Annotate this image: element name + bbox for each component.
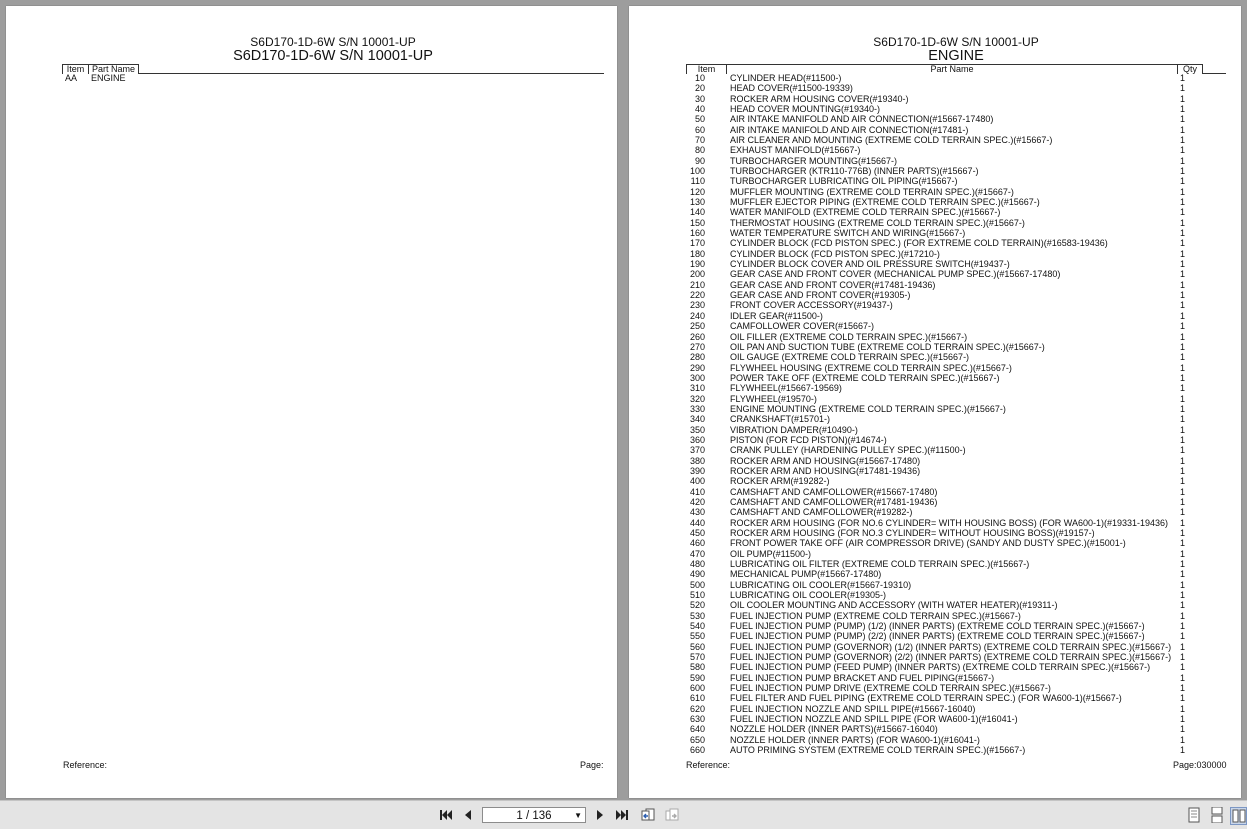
table-row <box>629 300 1241 310</box>
table-row <box>6 73 617 83</box>
quantity: 1 <box>1180 186 1186 197</box>
part-name: CAMSHAFT AND CAMFOLLOWER(#19282-) <box>730 507 913 518</box>
table-row <box>629 445 1241 455</box>
table-row <box>629 166 1241 176</box>
table-row <box>629 580 1241 590</box>
quantity: 1 <box>1180 569 1186 580</box>
table-row <box>629 104 1241 114</box>
table-row <box>629 662 1241 672</box>
quantity: 1 <box>1180 352 1186 363</box>
quantity: 1 <box>1180 155 1186 166</box>
quantity: 1 <box>1180 83 1186 94</box>
quantity: 1 <box>1180 135 1186 146</box>
table-row <box>629 259 1241 269</box>
part-name: TURBOCHARGER LUBRICATING OIL PIPING(#15667-) <box>730 176 958 187</box>
reference-label: Reference: <box>63 760 108 770</box>
page-title-model: S6D170-1D-6W S/N 10001-UP <box>250 35 416 49</box>
part-name: HEAD COVER MOUNTING(#19340-) <box>730 104 881 115</box>
quantity: 1 <box>1180 321 1186 332</box>
table-row <box>629 569 1241 579</box>
quantity: 1 <box>1180 290 1186 301</box>
part-name: ROCKER ARM(#19282-) <box>730 476 830 487</box>
item-number: 310 <box>689 383 705 394</box>
quantity: 1 <box>1180 124 1186 135</box>
part-name: ROCKER ARM HOUSING COVER(#19340-) <box>730 93 909 104</box>
item-number: 190 <box>689 259 705 270</box>
page-forward-icon[interactable] <box>664 807 680 823</box>
item-number: 360 <box>689 434 705 445</box>
part-name: FUEL INJECTION PUMP (GOVERNOR) (1/2) (INNER PARTS) (EXTREME COLD TERRAIN SPEC.)(#15667-) <box>730 641 1172 652</box>
item-number: 460 <box>689 538 705 549</box>
table-row <box>629 724 1241 734</box>
item-number: 320 <box>689 393 705 404</box>
item-number: 280 <box>689 352 705 363</box>
table-row <box>629 321 1241 331</box>
quantity: 1 <box>1180 197 1186 208</box>
table-row <box>629 290 1241 300</box>
quantity: 1 <box>1180 434 1186 445</box>
table-row <box>629 311 1241 321</box>
quantity: 1 <box>1180 259 1186 270</box>
quantity: 1 <box>1180 621 1186 632</box>
part-name: FUEL INJECTION PUMP BRACKET AND FUEL PIPING(#15667-) <box>730 672 995 683</box>
part-name: OIL PUMP(#11500-) <box>730 548 812 559</box>
part-name: CYLINDER HEAD(#11500-) <box>730 73 842 83</box>
pdf-page-left <box>6 6 617 798</box>
table-row <box>629 714 1241 724</box>
quantity: 1 <box>1180 310 1186 321</box>
table-row <box>629 187 1241 197</box>
table-row <box>629 642 1241 652</box>
item-number: 130 <box>689 197 705 208</box>
item-number: 580 <box>689 662 705 673</box>
quantity: 1 <box>1180 93 1186 104</box>
part-name: CAMSHAFT AND CAMFOLLOWER(#17481-19436) <box>730 496 938 507</box>
quantity: 1 <box>1180 641 1186 652</box>
quantity: 1 <box>1180 331 1186 342</box>
table-row <box>629 218 1241 228</box>
item-number: 410 <box>689 486 705 497</box>
quantity: 1 <box>1180 693 1186 704</box>
item-number: AA <box>65 73 78 83</box>
quantity: 1 <box>1180 683 1186 694</box>
item-number: 510 <box>689 590 705 600</box>
quantity: 1 <box>1180 300 1186 311</box>
item-number: 430 <box>689 507 705 518</box>
item-number: 490 <box>689 569 705 580</box>
quantity: 1 <box>1180 238 1186 249</box>
table-row <box>629 559 1241 569</box>
viewer-toolbar <box>0 800 1247 829</box>
table-row <box>629 745 1241 755</box>
part-name: EXHAUST MANIFOLD(#15667-) <box>730 145 861 156</box>
table-row <box>629 207 1241 217</box>
table-row <box>629 73 1241 83</box>
table-row <box>629 135 1241 145</box>
part-name: WATER TEMPERATURE SWITCH AND WIRING(#15667-) <box>730 228 966 239</box>
item-number: 140 <box>689 207 705 218</box>
item-number: 560 <box>689 641 705 652</box>
part-name: CAMSHAFT AND CAMFOLLOWER(#15667-17480) <box>730 486 938 497</box>
table-row <box>629 114 1241 124</box>
item-number: 230 <box>689 300 705 311</box>
quantity: 1 <box>1180 496 1186 507</box>
item-number: 50 <box>694 114 705 125</box>
part-name: CAMFOLLOWER COVER(#15667-) <box>730 321 875 332</box>
table-row <box>629 238 1241 248</box>
quantity: 1 <box>1180 217 1186 228</box>
part-name: MUFFLER MOUNTING (EXTREME COLD TERRAIN SPEC.)(#15667-) <box>730 186 1014 197</box>
item-number: 110 <box>690 176 705 187</box>
quantity: 1 <box>1180 714 1186 725</box>
item-number: 270 <box>689 341 705 352</box>
table-row <box>629 538 1241 548</box>
part-name: OIL COOLER MOUNTING AND ACCESSORY (WITH WATER HEATER)(#19311-) <box>730 600 1058 611</box>
part-name: FUEL INJECTION NOZZLE AND SPILL PIPE(#15667-16040) <box>730 703 976 714</box>
item-number: 650 <box>689 734 705 745</box>
quantity: 1 <box>1180 517 1186 528</box>
part-name: CYLINDER BLOCK COVER AND OIL PRESSURE SWITCH(#19437-) <box>730 259 1010 270</box>
quantity: 1 <box>1180 393 1186 404</box>
quantity: 1 <box>1180 548 1186 559</box>
part-name: FUEL INJECTION PUMP (GOVERNOR) (2/2) (INNER PARTS) (EXTREME COLD TERRAIN SPEC.)(#15667-) <box>730 652 1172 663</box>
part-name: LUBRICATING OIL COOLER(#19305-) <box>730 590 887 600</box>
part-name: TURBOCHARGER MOUNTING(#15667-) <box>730 155 898 166</box>
page-number-label: Page: <box>580 760 604 770</box>
continuous-view-icon[interactable] <box>1209 807 1225 823</box>
item-number: 440 <box>689 517 705 528</box>
part-name: ENGINE MOUNTING (EXTREME COLD TERRAIN SPEC.)(#15667-) <box>730 403 1006 414</box>
quantity: 1 <box>1180 228 1186 239</box>
column-header-part-name: Part Name <box>726 64 1178 74</box>
part-name: FUEL INJECTION PUMP (PUMP) (2/2) (INNER PARTS) (EXTREME COLD TERRAIN SPEC.)(#15667-) <box>730 631 1145 642</box>
quantity: 1 <box>1180 104 1186 115</box>
part-name: AIR CLEANER AND MOUNTING (EXTREME COLD TERRAIN SPEC.)(#15667-) <box>730 135 1053 146</box>
item-number: 500 <box>689 579 705 590</box>
item-number: 10 <box>694 73 705 83</box>
table-row <box>629 280 1241 290</box>
item-number: 590 <box>689 672 705 683</box>
table-row <box>629 704 1241 714</box>
item-number: 150 <box>689 217 705 228</box>
item-number: 330 <box>689 403 705 414</box>
part-name: PISTON (FOR FCD PISTON)(#14674-) <box>730 434 887 445</box>
part-name: GEAR CASE AND FRONT COVER(#19305-) <box>730 290 911 301</box>
quantity: 1 <box>1180 631 1186 642</box>
part-name: MECHANICAL PUMP(#15667-17480) <box>730 569 882 580</box>
table-row <box>629 621 1241 631</box>
item-number: 210 <box>689 279 705 290</box>
table-row <box>629 269 1241 279</box>
item-number: 350 <box>689 424 705 435</box>
page-back-icon[interactable] <box>640 807 656 823</box>
item-number: 550 <box>689 631 705 642</box>
table-row <box>629 197 1241 207</box>
item-number: 380 <box>689 455 705 466</box>
chevron-down-icon[interactable]: ▼ <box>574 811 582 820</box>
quantity: 1 <box>1180 703 1186 714</box>
quantity: 1 <box>1180 372 1186 383</box>
quantity: 1 <box>1180 600 1186 611</box>
quantity: 1 <box>1180 610 1186 621</box>
part-name: CYLINDER BLOCK (FCD PISTON SPEC.)(#17210-) <box>730 248 940 259</box>
table-row <box>629 394 1241 404</box>
quantity: 1 <box>1180 590 1186 600</box>
part-name: AIR INTAKE MANIFOLD AND AIR CONNECTION(#15667-17480) <box>730 114 994 125</box>
quantity: 1 <box>1180 445 1186 456</box>
column-header-item: Item <box>686 64 727 74</box>
table-row <box>629 476 1241 486</box>
table-row <box>629 466 1241 476</box>
part-name: ENGINE <box>91 73 126 83</box>
column-header-item: Item <box>62 64 89 74</box>
column-header-part-name: Part Name <box>88 64 139 74</box>
item-number: 630 <box>689 714 705 725</box>
quantity: 1 <box>1180 486 1186 497</box>
part-name: NOZZLE HOLDER (INNER PARTS)(#15667-16040) <box>730 724 938 735</box>
item-number: 240 <box>689 310 705 321</box>
item-number: 610 <box>689 693 705 704</box>
item-number: 390 <box>689 465 705 476</box>
table-row <box>629 673 1241 683</box>
part-name: CYLINDER BLOCK (FCD PISTON SPEC.) (FOR EXTREME COLD TERRAIN)(#16583-19436) <box>730 238 1108 249</box>
table-row <box>629 611 1241 621</box>
quantity: 1 <box>1180 166 1186 177</box>
page-indicator-text: 1 / 136 <box>516 810 552 822</box>
page-number-label: Page:030000 <box>1173 760 1227 770</box>
table-row <box>629 600 1241 610</box>
part-name: GEAR CASE AND FRONT COVER(#17481-19436) <box>730 279 936 290</box>
part-name: NOZZLE HOLDER (INNER PARTS) (FOR WA600-1)(#16041-) <box>730 734 980 745</box>
part-name: FLYWHEEL(#19570-) <box>730 393 817 404</box>
next-page-icon[interactable] <box>592 807 608 823</box>
item-number: 90 <box>694 155 705 166</box>
quantity: 1 <box>1180 672 1186 683</box>
table-row <box>629 94 1241 104</box>
item-number: 530 <box>689 610 705 621</box>
quantity: 1 <box>1180 507 1186 518</box>
page-title-section: S6D170-1D-6W S/N 10001-UP <box>233 48 433 64</box>
table-row <box>629 487 1241 497</box>
table-row <box>629 631 1241 641</box>
quantity: 1 <box>1180 558 1186 569</box>
part-name: LUBRICATING OIL FILTER (EXTREME COLD TERRAIN SPEC.)(#15667-) <box>730 558 1030 569</box>
table-row <box>629 352 1241 362</box>
table-row <box>629 735 1241 745</box>
item-number: 250 <box>689 321 705 332</box>
part-name: FUEL INJECTION PUMP (FEED PUMP) (INNER PARTS) (EXTREME COLD TERRAIN SPEC.)(#15667-) <box>730 662 1151 673</box>
quantity: 1 <box>1180 424 1186 435</box>
part-name: FRONT POWER TAKE OFF (AIR COMPRESSOR DRIVE) (SANDY AND DUSTY SPEC.)(#15001-) <box>730 538 1126 549</box>
item-number: 160 <box>689 228 705 239</box>
item-number: 450 <box>689 527 705 538</box>
table-row <box>629 652 1241 662</box>
quantity: 1 <box>1180 734 1186 745</box>
item-number: 200 <box>689 269 705 280</box>
quantity: 1 <box>1180 114 1186 125</box>
item-number: 70 <box>694 135 705 146</box>
item-number: 60 <box>694 124 705 135</box>
item-number: 470 <box>689 548 705 559</box>
table-row <box>629 228 1241 238</box>
part-name: FUEL INJECTION NOZZLE AND SPILL PIPE (FOR WA600-1)(#16041-) <box>730 714 1018 725</box>
table-row <box>629 518 1241 528</box>
table-row <box>629 528 1241 538</box>
part-name: TURBOCHARGER (KTR110-776B) (INNER PARTS)(#15667-) <box>730 166 979 177</box>
part-name: HEAD COVER(#11500-19339) <box>730 83 853 94</box>
item-number: 300 <box>689 372 705 383</box>
item-number: 120 <box>689 186 705 197</box>
quantity: 1 <box>1180 455 1186 466</box>
table-row <box>629 404 1241 414</box>
part-name: OIL PAN AND SUCTION TUBE (EXTREME COLD TERRAIN SPEC.)(#15667-) <box>730 341 1045 352</box>
part-name: FUEL INJECTION PUMP DRIVE (EXTREME COLD TERRAIN SPEC.)(#15667-) <box>730 683 1051 694</box>
table-row <box>629 693 1241 703</box>
page-title-model: S6D170-1D-6W S/N 10001-UP <box>873 35 1039 49</box>
part-name: VIBRATION DAMPER(#10490-) <box>730 424 858 435</box>
item-number: 30 <box>694 93 705 104</box>
quantity: 1 <box>1180 403 1186 414</box>
part-name: AIR INTAKE MANIFOLD AND AIR CONNECTION(#17481-) <box>730 124 969 135</box>
quantity: 1 <box>1180 465 1186 476</box>
table-row <box>629 507 1241 517</box>
item-number: 20 <box>694 83 705 94</box>
item-number: 480 <box>689 558 705 569</box>
item-number: 520 <box>689 600 705 611</box>
quantity: 1 <box>1180 383 1186 394</box>
item-number: 170 <box>689 238 705 249</box>
table-row <box>629 125 1241 135</box>
part-name: IDLER GEAR(#11500-) <box>730 310 823 321</box>
quantity: 1 <box>1180 248 1186 259</box>
item-number: 400 <box>689 476 705 487</box>
part-name: FLYWHEEL HOUSING (EXTREME COLD TERRAIN SPEC.)(#15667-) <box>730 362 1012 373</box>
part-name: ROCKER ARM HOUSING (FOR NO.6 CYLINDER= WITH HOUSING BOSS) (FOR WA600-1)(#19331-19436) <box>730 517 1169 528</box>
quantity: 1 <box>1180 207 1186 218</box>
item-number: 600 <box>689 683 705 694</box>
item-number: 540 <box>689 621 705 632</box>
part-name: OIL GAUGE (EXTREME COLD TERRAIN SPEC.)(#15667-) <box>730 352 970 363</box>
table-row <box>629 549 1241 559</box>
item-number: 180 <box>689 248 705 259</box>
part-name: LUBRICATING OIL COOLER(#15667-19310) <box>730 579 912 590</box>
first-page-icon[interactable] <box>438 807 454 823</box>
table-row <box>629 249 1241 259</box>
item-number: 340 <box>689 414 705 425</box>
table-row <box>629 363 1241 373</box>
part-name: GEAR CASE AND FRONT COVER (MECHANICAL PUMP SPEC.)(#15667-17480) <box>730 269 1061 280</box>
table-row <box>629 145 1241 155</box>
part-name: MUFFLER EJECTOR PIPING (EXTREME COLD TERRAIN SPEC.)(#15667-) <box>730 197 1040 208</box>
item-number: 40 <box>694 104 705 115</box>
item-number: 420 <box>689 496 705 507</box>
part-name: CRANKSHAFT(#15701-) <box>730 414 831 425</box>
item-number: 100 <box>689 166 705 177</box>
item-number: 660 <box>689 745 705 756</box>
table-row <box>629 425 1241 435</box>
table-row <box>629 497 1241 507</box>
item-number: 570 <box>689 652 705 663</box>
item-number: 640 <box>689 724 705 735</box>
quantity: 1 <box>1180 414 1186 425</box>
page-title-section: ENGINE <box>928 48 984 64</box>
quantity: 1 <box>1180 145 1186 156</box>
item-number: 260 <box>689 331 705 342</box>
table-row <box>629 332 1241 342</box>
part-name: OIL FILLER (EXTREME COLD TERRAIN SPEC.)(#15667-) <box>730 331 968 342</box>
table-row <box>629 590 1241 600</box>
two-page-view-icon[interactable] <box>1230 807 1247 825</box>
quantity: 1 <box>1180 579 1186 590</box>
part-name: FRONT COVER ACCESSORY(#19437-) <box>730 300 893 311</box>
part-name: FLYWHEEL(#15667-19569) <box>730 383 842 394</box>
part-name: ROCKER ARM HOUSING (FOR NO.3 CYLINDER= WITHOUT HOUSING BOSS)(#19157-) <box>730 527 1095 538</box>
table-row <box>629 176 1241 186</box>
quantity: 1 <box>1180 176 1186 187</box>
part-name: AUTO PRIMING SYSTEM (EXTREME COLD TERRAIN SPEC.)(#15667-) <box>730 745 1026 756</box>
quantity: 1 <box>1180 745 1186 756</box>
item-number: 370 <box>689 445 705 456</box>
table-row <box>629 342 1241 352</box>
quantity: 1 <box>1180 652 1186 663</box>
item-number: 290 <box>689 362 705 373</box>
page-number-input[interactable] <box>482 807 586 823</box>
quantity: 1 <box>1180 724 1186 735</box>
part-name: ROCKER ARM AND HOUSING(#17481-19436) <box>730 465 921 476</box>
quantity: 1 <box>1180 73 1186 83</box>
reference-label: Reference: <box>686 760 731 770</box>
table-row <box>629 83 1241 93</box>
column-header-qty: Qty <box>1177 64 1203 74</box>
item-number: 220 <box>689 290 705 301</box>
part-name: THERMOSTAT HOUSING (EXTREME COLD TERRAIN SPEC.)(#15667-) <box>730 217 1025 228</box>
item-number: 80 <box>694 145 705 156</box>
item-number: 620 <box>689 703 705 714</box>
table-row <box>629 435 1241 445</box>
part-name: FUEL INJECTION PUMP (PUMP) (1/2) (INNER PARTS) (EXTREME COLD TERRAIN SPEC.)(#15667-) <box>730 621 1145 632</box>
quantity: 1 <box>1180 341 1186 352</box>
part-name: ROCKER ARM AND HOUSING(#15667-17480) <box>730 455 921 466</box>
part-name: FUEL FILTER AND FUEL PIPING (EXTREME COLD TERRAIN SPEC.) (FOR WA600-1)(#15667-) <box>730 693 1122 704</box>
quantity: 1 <box>1180 476 1186 487</box>
quantity: 1 <box>1180 362 1186 373</box>
part-name: POWER TAKE OFF (EXTREME COLD TERRAIN SPEC.)(#15667-) <box>730 372 1000 383</box>
part-name: WATER MANIFOLD (EXTREME COLD TERRAIN SPEC.)(#15667-) <box>730 207 1001 218</box>
quantity: 1 <box>1180 662 1186 673</box>
single-page-view-icon[interactable] <box>1186 807 1202 823</box>
quantity: 1 <box>1180 527 1186 538</box>
quantity: 1 <box>1180 269 1186 280</box>
table-row <box>629 156 1241 166</box>
table-row <box>629 414 1241 424</box>
part-name: FUEL INJECTION PUMP (EXTREME COLD TERRAIN SPEC.)(#15667-) <box>730 610 1021 621</box>
last-page-icon[interactable] <box>614 807 630 823</box>
table-row <box>629 383 1241 393</box>
part-name: CRANK PULLEY (HARDENING PULLEY SPEC.)(#11500-) <box>730 445 966 456</box>
table-row <box>629 683 1241 693</box>
table-row <box>629 373 1241 383</box>
quantity: 1 <box>1180 538 1186 549</box>
quantity: 1 <box>1180 279 1186 290</box>
pdf-page-right <box>629 6 1241 798</box>
previous-page-icon[interactable] <box>460 807 476 823</box>
table-row <box>629 456 1241 466</box>
